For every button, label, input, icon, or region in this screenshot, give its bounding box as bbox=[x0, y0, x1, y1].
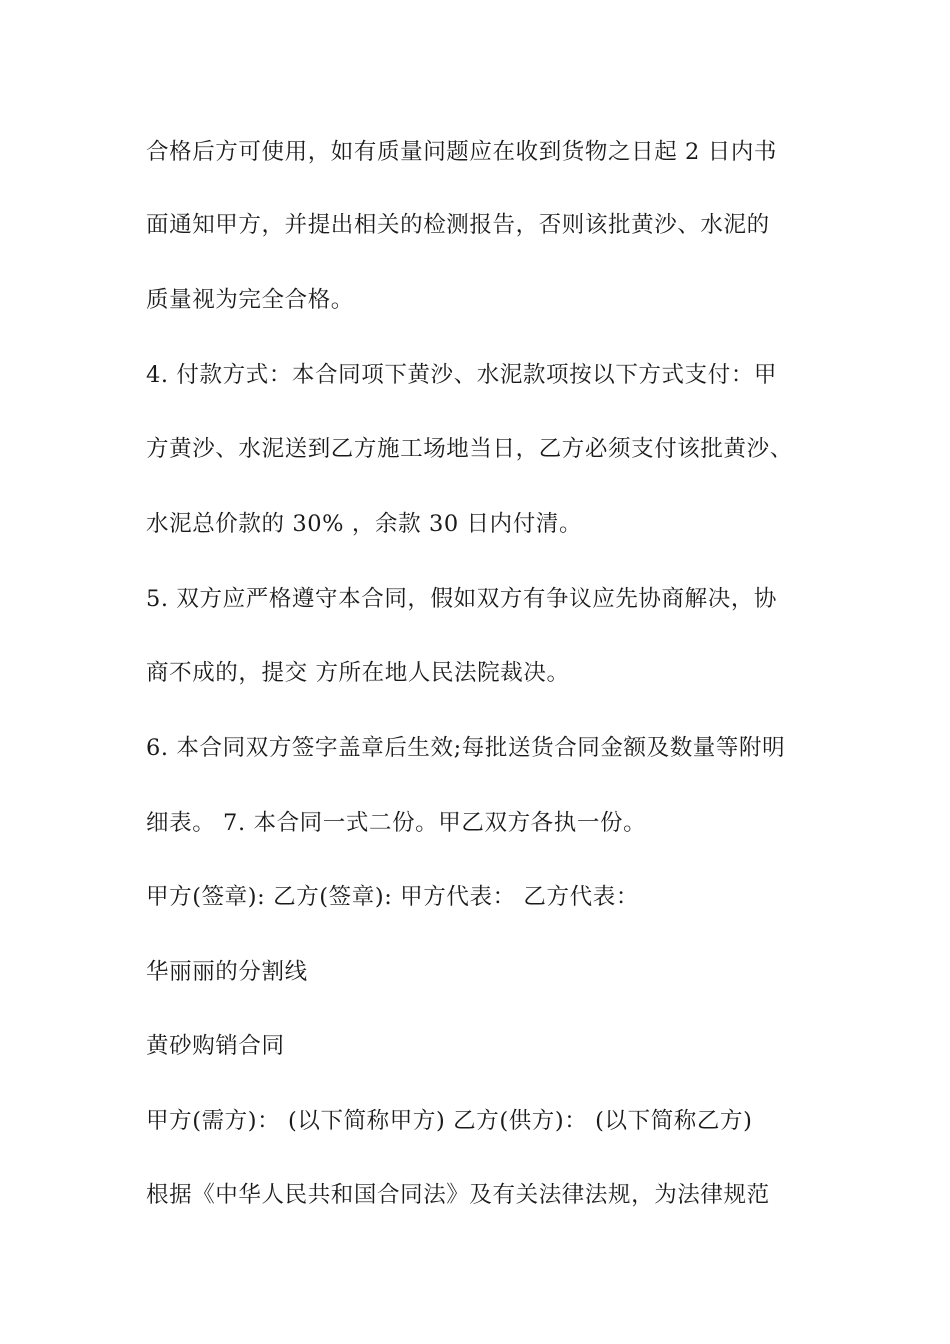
clause-4-payment-method: 4. 付款方式：本合同项下黄沙、水泥款项按以下方式支付：甲 bbox=[146, 362, 778, 388]
text-line-dispute-court: 商不成的，提交 方所在地人民法院裁决。 bbox=[146, 660, 570, 686]
contract-title: 黄砂购销合同 bbox=[146, 1033, 285, 1059]
signature-line: 甲方(签章): 乙方(签章): 甲方代表： 乙方代表： bbox=[146, 884, 639, 910]
clause-5-dispute: 5. 双方应严格遵守本合同，假如双方有争议应先协商解决，协 bbox=[146, 586, 778, 612]
text-line-legal-basis: 根据《中华人民共和国合同法》及有关法律法规，为法律规范 bbox=[146, 1182, 770, 1208]
text-line-payment-balance: 水泥总价款的 30% ，余款 30 日内付清。 bbox=[146, 511, 583, 537]
text-line-quality-accepted: 质量视为完全合格。 bbox=[146, 287, 354, 313]
clause-6-effective: 6. 本合同双方签字盖章后生效;每批送货合同金额及数量等附明 bbox=[146, 735, 786, 761]
text-line-quality-inspection: 合格后方可使用，如有质量问题应在收到货物之日起 2 日内书 bbox=[146, 139, 778, 165]
text-line-payment-delivery: 方黄沙、水泥送到乙方施工场地当日，乙方必须支付该批黄沙、 bbox=[146, 436, 793, 462]
parties-line: 甲方(需方)： (以下简称甲方) 乙方(供方)： (以下简称乙方) bbox=[146, 1108, 753, 1134]
divider-text: 华丽丽的分割线 bbox=[146, 959, 308, 985]
clause-7-copies: 细表。 7. 本合同一式二份。甲乙双方各执一份。 bbox=[146, 810, 647, 836]
text-line-notify-party-a: 面通知甲方，并提出相关的检测报告，否则该批黄沙、水泥的 bbox=[146, 212, 770, 238]
